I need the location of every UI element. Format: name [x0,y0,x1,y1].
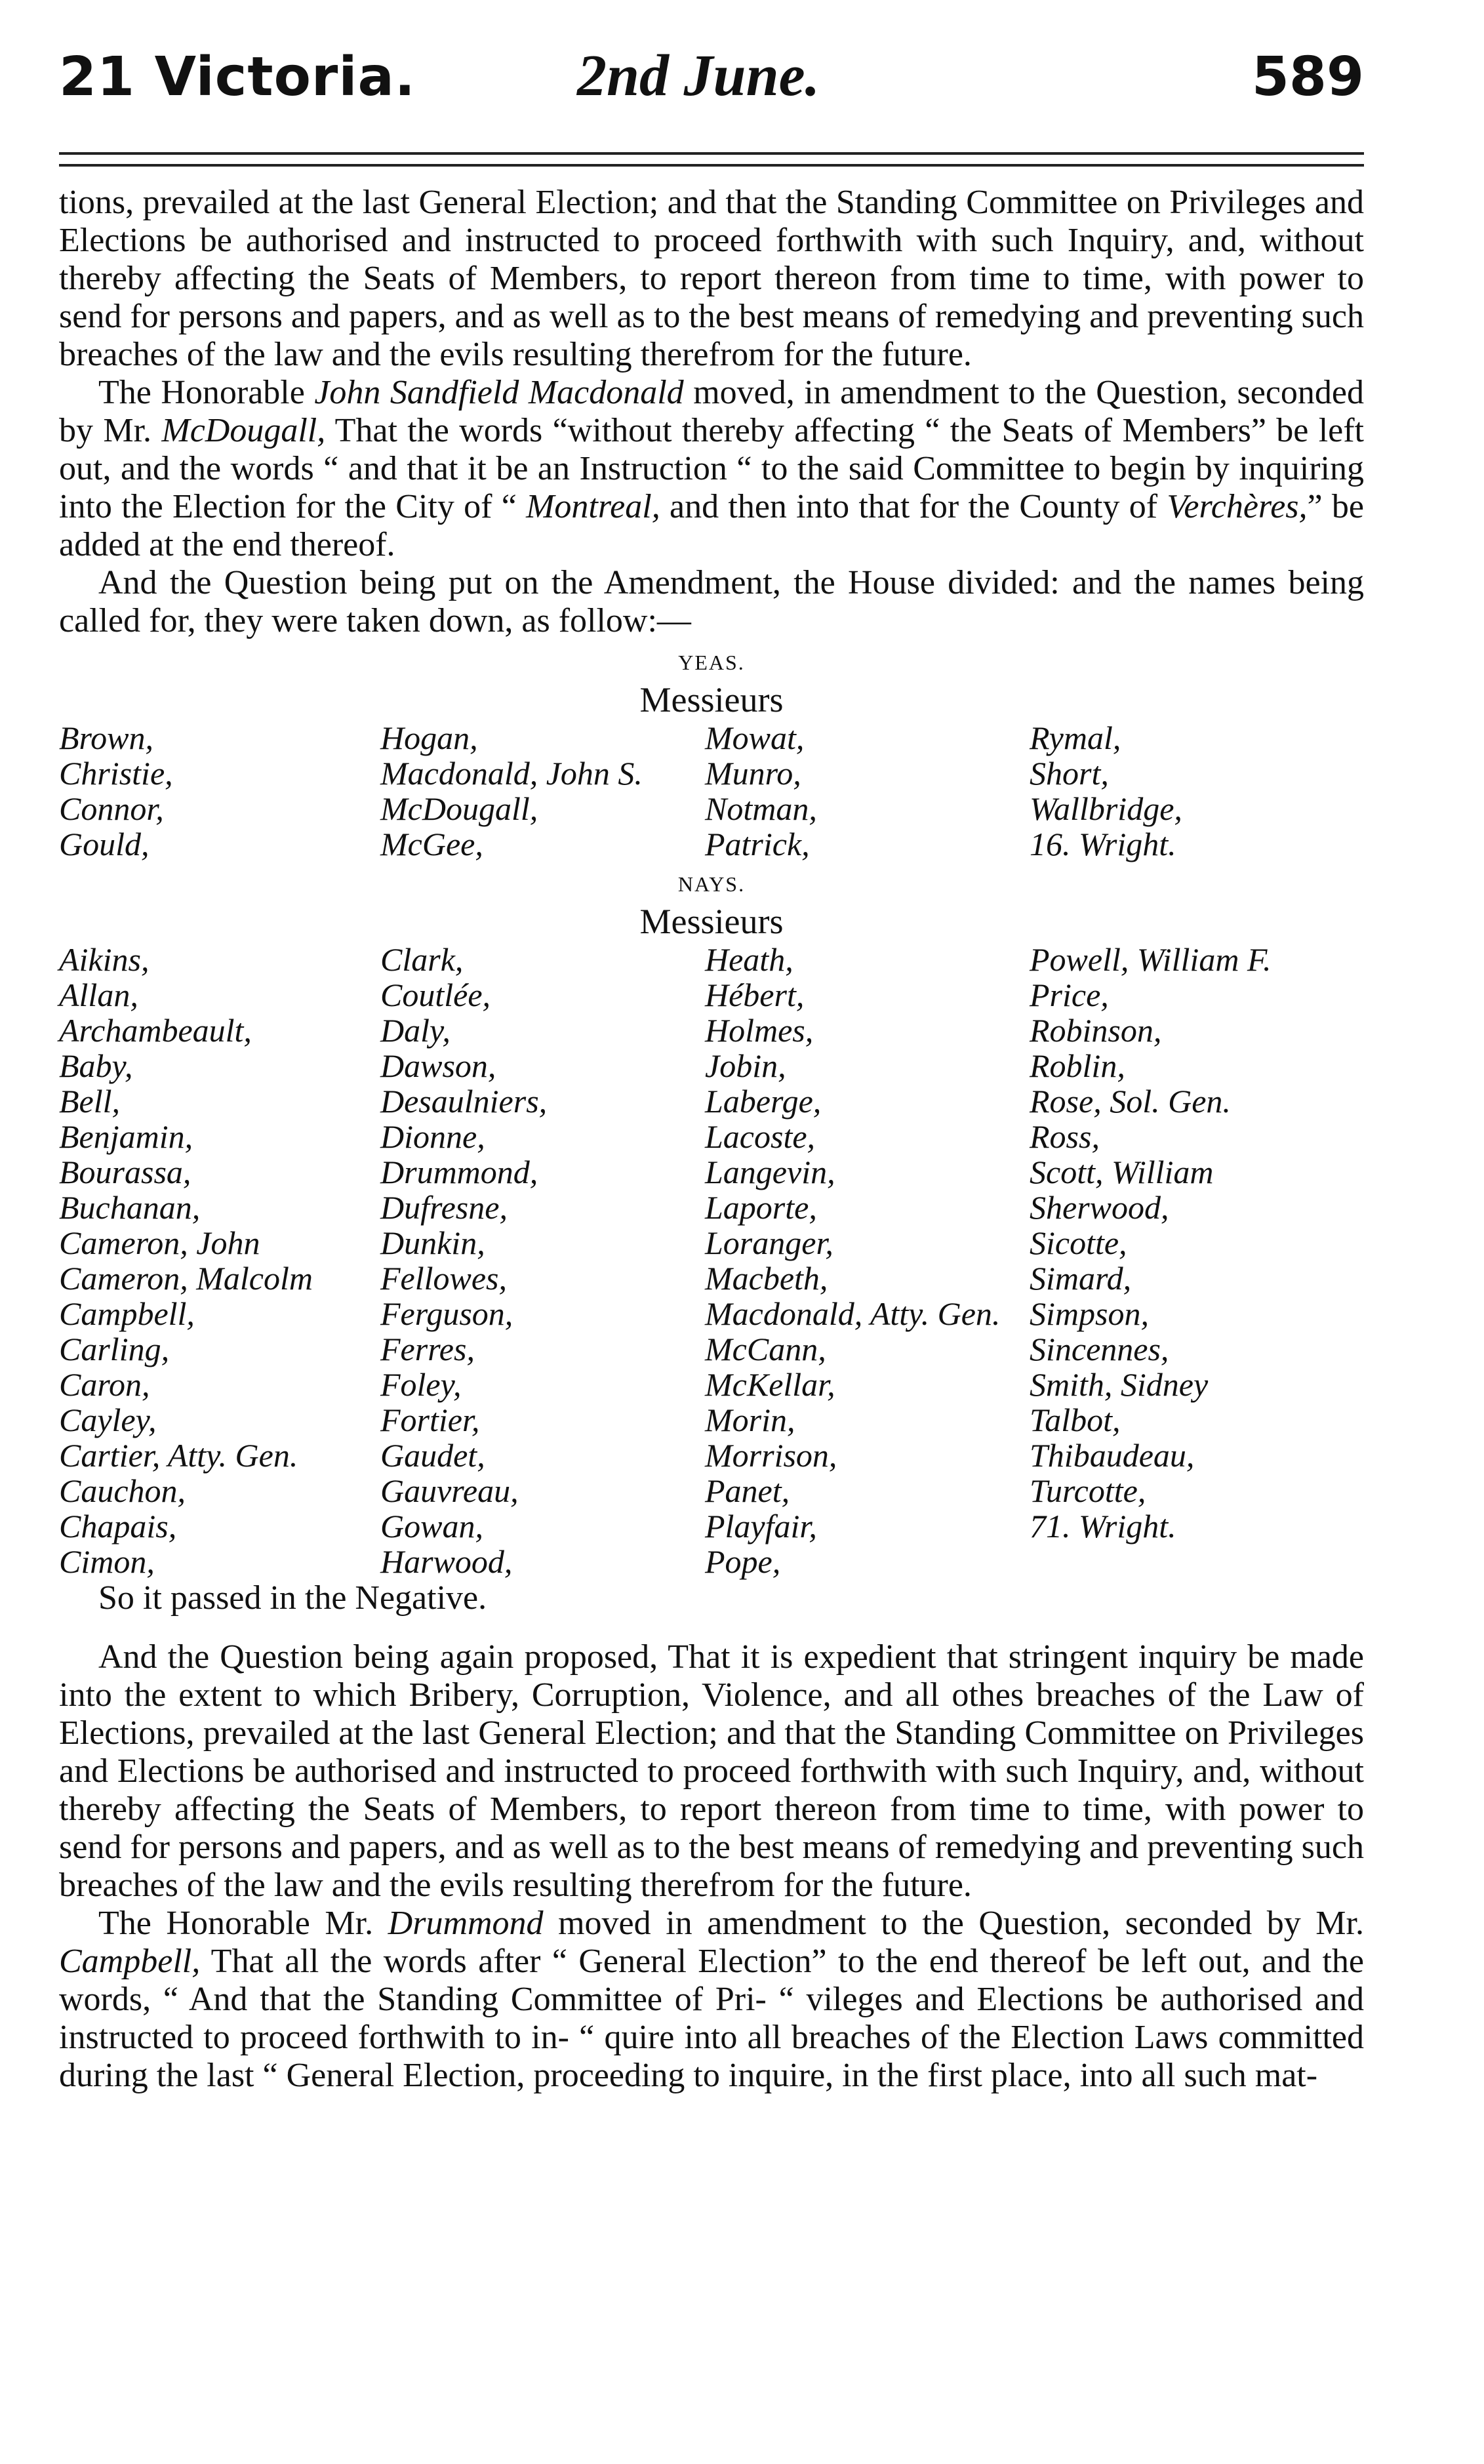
member-name-cell: Daly, [380,1012,451,1049]
member-name-cell: Archambeault, [59,1012,252,1049]
member-name-cell: Morin, [705,1402,795,1438]
member-name-cell: Macdonald, John S. [380,755,643,792]
member-name-cell: 71. Wright. [1030,1508,1176,1545]
member-name-cell: Brown, [59,719,153,756]
member-name-cell: Bell, [59,1083,121,1120]
member-name-cell: Morrison, [705,1437,837,1474]
member-name-cell: Dunkin, [380,1224,485,1261]
paragraph-1: tions, prevailed at the last General Election; and that the Standing Committee on Privileges and Elections be authorised and instructed to proceed forthwith with such Inquiry, and, without thereby affecting the Seats of Members, to report thereon from time to time, with power to send for persons and papers, and as well as to the best means of remedying and preventing such breaches of the law and the evils resulting therefrom for the future. [59,184,1364,373]
member-name-cell: Gaudet, [380,1437,485,1474]
member-name-cell: Dionne, [380,1118,485,1155]
text-run: ” be added at the end thereof. [59,488,1364,563]
member-name-cell: Buchanan, [59,1189,201,1226]
member-name-cell: Hogan, [380,719,478,756]
member-name-cell: Macbeth, [705,1260,828,1297]
member-name-cell: Notman, [705,790,817,827]
member-name: Campbell, [59,1943,201,1980]
header-date: 2nd June. [577,43,820,108]
member-name-cell: McGee, [380,826,483,862]
member-name-cell: Ferguson, [380,1295,513,1332]
member-name-cell: Cayley, [59,1402,157,1438]
member-name-cell: Foley, [380,1366,462,1403]
member-name-cell: Macdonald, Atty. Gen. [705,1295,1001,1332]
paragraph-3: And the Question being put on the Amendment, the House divided: and the names being called for, they were taken down, as follow:— [59,564,1364,639]
yeas-label: YEAS. [678,651,745,674]
member-name-cell: Ferres, [380,1331,475,1367]
text-run: and then into that for the County of [660,488,1167,525]
member-name-cell: Loranger, [705,1224,833,1261]
page-body [59,184,1364,2095]
member-name-cell: Cimon, [59,1543,155,1580]
text-run: The Honorable Mr. [98,1905,388,1942]
member-name-cell: Coutlée, [380,977,491,1013]
member-name-cell: Fortier, [380,1402,480,1438]
member-name-cell: Ross, [1030,1118,1100,1155]
member-name-cell: Aikins, [59,941,150,978]
member-name-cell: Allan, [59,977,138,1013]
member-name-cell: Laporte, [705,1189,817,1226]
nays-name-list [59,942,1364,1579]
member-name-cell: Baby, [59,1047,133,1084]
member-name-cell [1030,1544,1364,1579]
text-run: moved in amendment to the Question, seconded by Mr. [543,1905,1364,1942]
member-name-cell: Clark, [380,941,464,978]
member-name-cell: Talbot, [1030,1402,1121,1438]
member-name-cell: Desaulniers, [380,1083,548,1120]
member-name-cell: Langevin, [705,1154,835,1190]
paragraph-5 [59,1905,1364,2095]
member-name-cell: Christie, [59,755,173,792]
member-name-cell: Chapais, [59,1508,177,1545]
member-name-cell: Holmes, [705,1012,814,1049]
member-name-cell: Cameron, Malcolm [59,1260,313,1297]
nays-label: NAYS. [677,872,746,896]
negative-result: So it passed in the Negative. [98,1579,487,1617]
member-name-cell: Wallbridge, [1030,790,1182,827]
member-name-cell: McKellar, [705,1366,835,1403]
member-name-cell: Rose, Sol. Gen. [1030,1083,1231,1120]
member-name-cell: Playfair, [705,1508,817,1545]
member-name-cell: Cauchon, [59,1472,186,1509]
member-name-cell: Gowan, [380,1508,483,1545]
page-number: 589 [1251,46,1364,108]
member-name-cell: 16. Wright. [1030,826,1176,862]
running-header [59,39,1364,138]
member-name-cell: Cartier, Atty. Gen. [59,1437,298,1474]
member-name-cell: Munro, [705,755,801,792]
member-name-cell: Cameron, John [59,1224,260,1261]
member-name-cell: Roblin, [1030,1047,1125,1084]
member-name-cell: Pope, [705,1543,781,1580]
header-rule [59,152,1364,167]
member-name-cell: Dawson, [380,1047,496,1084]
member-name-cell: Short, [1030,755,1109,792]
member-name-cell: Heath, [705,941,793,978]
page [59,39,1365,2094]
member-name-cell: Sincennes, [1030,1331,1169,1367]
paragraph-2 [59,374,1364,564]
member-name-cell: Drummond, [380,1154,538,1190]
member-name-cell: Turcotte, [1030,1472,1146,1509]
member-name-cell: Price, [1030,977,1109,1013]
paragraph-4: And the Question being again proposed, That it is expedient that stringent inquiry be made into the extent to which Bribery, Corruption, Violence, and all othes breaches of the Law of Elections, prevailed at the last General Election; and that the Standing Committee on Privileges and Elections be authorised and instructed to proceed forthwith with such Inquiry, and, without thereby affecting the Seats of Members, to report thereon from time to time, with power to send for persons and papers, and as well as to the best means of remedying and preventing such breaches of the law and the evils resulting therefrom for the future. [59,1638,1364,1904]
member-name-cell: Lacoste, [705,1118,816,1155]
member-name-cell: Connor, [59,790,164,827]
yeas-name-list [59,720,1364,862]
text-run: That all the words after “ General Election” to the end thereof be left out, and the words, “ And that the Standing Committee of Pri- “ vileges and Elections be authorised and instructed to proceed forthwith to in- “ quire into all breaches of the Election Laws committed during the last “ General Election, proceeding to inquire, in the first place, into all such mat- [59,1943,1364,2094]
member-name-cell: Gould, [59,826,150,862]
member-name-cell: Scott, William [1030,1154,1214,1190]
member-name-cell: Sherwood, [1030,1189,1169,1226]
member-name: McDougall, [161,412,326,449]
member-name-cell: Bourassa, [59,1154,191,1190]
member-name-cell: Laberge, [705,1083,822,1120]
member-name-cell: Rymal, [1030,719,1121,756]
place-name: Montreal, [526,488,660,525]
nays-messieurs: Messieurs [639,902,784,941]
header-left: 21 Victoria. [59,46,416,108]
member-name-cell: Thibaudeau, [1030,1437,1195,1474]
member-name-cell: Simard, [1030,1260,1132,1297]
member-name-cell: Fellowes, [380,1260,508,1297]
member-name-cell: Caron, [59,1366,150,1403]
member-name-cell: Jobin, [705,1047,786,1084]
member-name-cell: McDougall, [380,790,538,827]
member-name-cell: Gauvreau, [380,1472,519,1509]
member-name: Drummond [388,1905,544,1942]
yeas-messieurs: Messieurs [639,680,784,719]
member-name-cell: Harwood, [380,1543,513,1580]
member-name-cell: Dufresne, [380,1189,508,1226]
member-name-cell: McCann, [705,1331,826,1367]
member-name-cell: Benjamin, [59,1118,193,1155]
member-name-cell: Mowat, [705,719,805,756]
member-name-cell: Campbell, [59,1295,195,1332]
place-name: Verchères, [1167,488,1308,525]
text-run: That the words “without thereby affecting “ the Seats of Members” be left out, and the words “ and that it be an Instruction “ to the said Committee to begin by inquiring into the Election for the City of “ [59,412,1365,525]
member-name-cell: Hébert, [705,977,805,1013]
member-name-cell: Simpson, [1030,1295,1149,1332]
text-run: moved, in amendment to the Question, seconded by Mr. [59,374,1364,449]
member-name-cell: Patrick, [705,826,810,862]
member-name: John Sandfield Macdonald [314,374,684,411]
member-name-cell: Powell, William F. [1030,941,1272,978]
member-name-cell: Smith, Sidney [1030,1366,1209,1403]
member-name-cell: Sicotte, [1030,1224,1127,1261]
spacer [59,1617,1364,1638]
text-run: The Honorable [98,374,315,411]
member-name-cell: Robinson, [1030,1012,1162,1049]
member-name-cell: Panet, [705,1472,790,1509]
member-name-cell: Carling, [59,1331,170,1367]
